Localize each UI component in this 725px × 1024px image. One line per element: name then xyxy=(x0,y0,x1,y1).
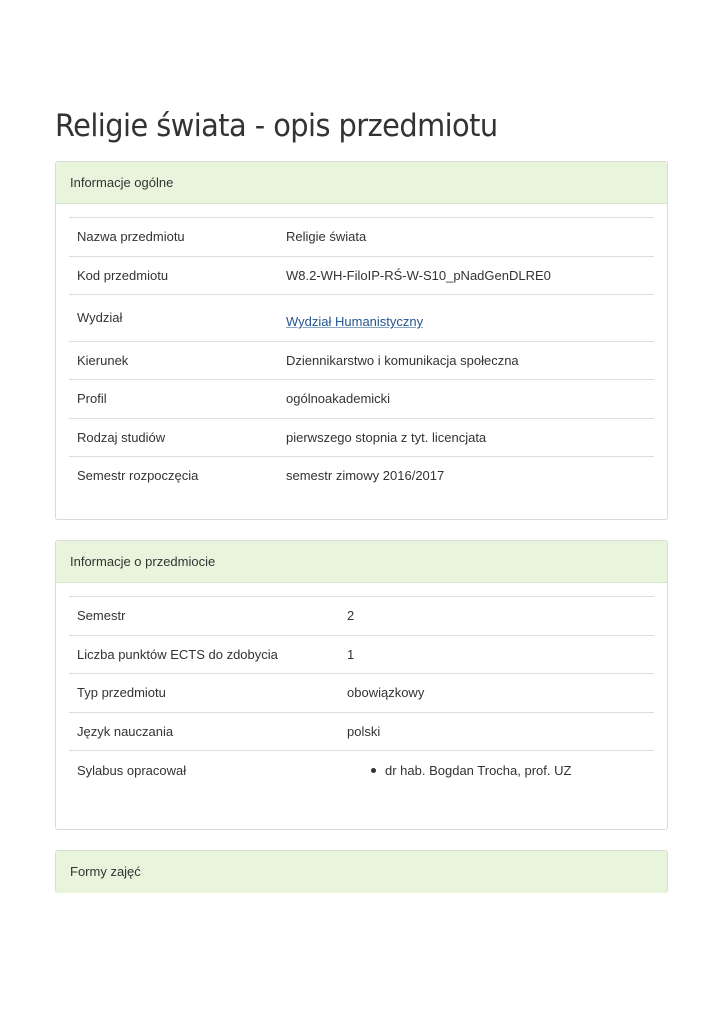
row-label: Sylabus opracował xyxy=(77,763,187,778)
table-row xyxy=(69,674,654,713)
row-value: ogólnoakademicki xyxy=(286,391,391,407)
forms-heading: Formy zajęć xyxy=(56,851,667,893)
row-value: W8.2-WH-FiloIP-RŚ-W-S10_pNadGenDLRE0 xyxy=(286,267,551,283)
general-info-panel xyxy=(55,161,668,520)
table-row xyxy=(69,218,654,257)
row-value xyxy=(278,295,654,342)
table-row xyxy=(69,380,654,419)
table-row xyxy=(69,597,654,636)
course-info-heading: Informacje o przedmiocie xyxy=(56,541,667,583)
table-row xyxy=(69,418,654,457)
row-value: pierwszego stopnia z tyt. licencjata xyxy=(286,429,487,445)
table-row xyxy=(69,457,654,495)
author-item: dr hab. Bogdan Trocha, prof. UZ xyxy=(361,763,654,778)
table-row xyxy=(69,256,654,295)
row-label: Rodzaj studiów xyxy=(77,429,166,445)
row-label: Kod przedmiotu xyxy=(77,267,169,283)
row-label: Nazwa przedmiotu xyxy=(77,229,185,245)
table-row xyxy=(69,751,654,810)
table-row xyxy=(69,712,654,751)
row-label: Język nauczania xyxy=(77,723,174,739)
table-row xyxy=(69,635,654,674)
row-value: Religie świata xyxy=(286,229,367,245)
general-info-heading: Informacje ogólne xyxy=(56,162,667,204)
course-info-table xyxy=(69,596,654,809)
row-label: Semestr xyxy=(77,608,126,624)
table-row xyxy=(69,341,654,380)
page-title: Religie świata - opis przedmiotu xyxy=(55,108,498,144)
row-label: Typ przedmiotu xyxy=(77,685,166,701)
faculty-link[interactable]: Wydział Humanistyczny xyxy=(286,314,424,330)
row-label: Wydział xyxy=(77,310,123,326)
row-value xyxy=(339,751,654,810)
row-value: obowiązkowy xyxy=(347,685,425,701)
row-value: polski xyxy=(347,723,381,739)
table-row xyxy=(69,295,654,342)
general-info-table xyxy=(69,217,654,495)
row-label: Liczba punktów ECTS do zdobycia xyxy=(77,646,278,662)
row-label: Semestr rozpoczęcia xyxy=(77,468,199,484)
course-info-panel xyxy=(55,540,668,830)
row-value: 2 xyxy=(347,608,355,624)
row-label: Profil xyxy=(77,391,107,407)
author-list xyxy=(347,763,654,778)
row-value: 1 xyxy=(347,646,355,662)
row-value: Dziennikarstwo i komunikacja społeczna xyxy=(286,352,519,368)
forms-panel xyxy=(55,850,668,893)
row-label: Kierunek xyxy=(77,352,129,368)
row-value: semestr zimowy 2016/2017 xyxy=(286,468,445,484)
